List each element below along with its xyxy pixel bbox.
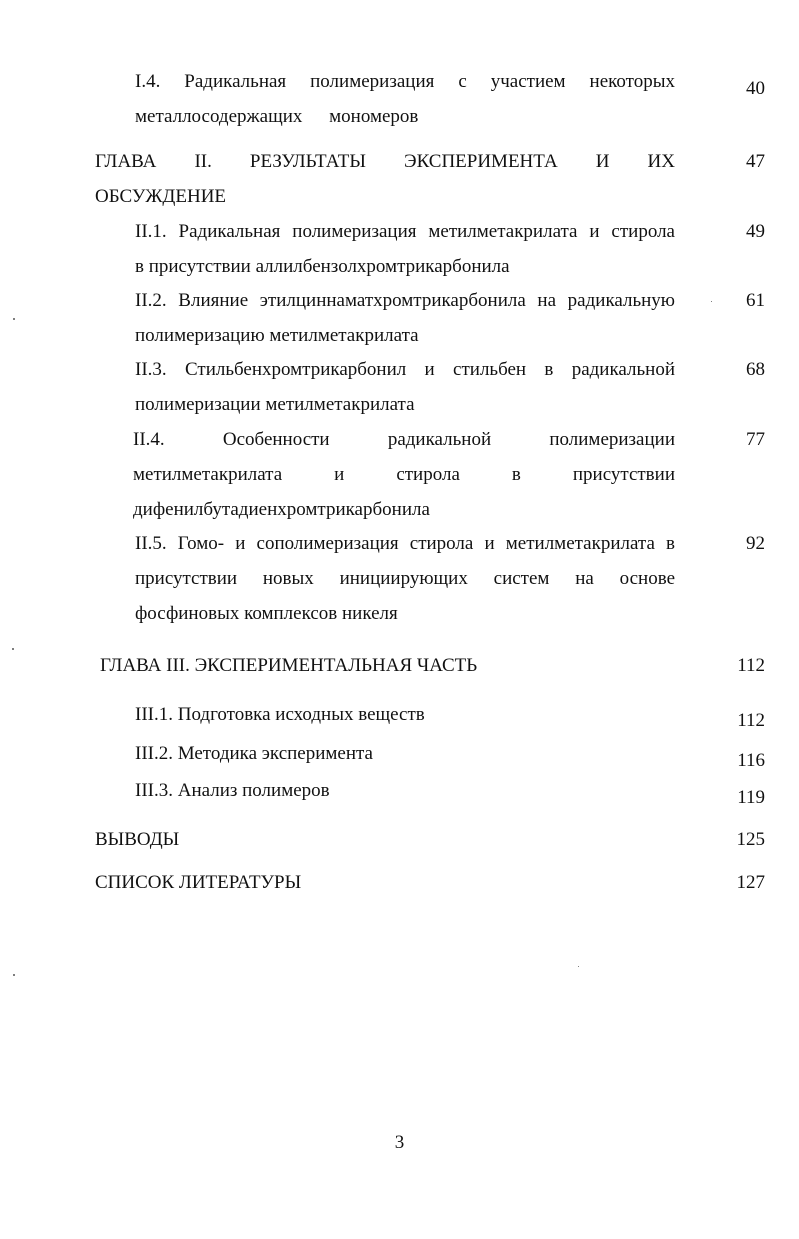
toc-line: фосфиновых комплексов никеля [135, 603, 398, 624]
toc-line: СПИСОК ЛИТЕРАТУРЫ [95, 872, 302, 893]
toc-line: I.4. Радикальная полимеризация с участием некоторых [135, 71, 675, 92]
toc-page-number: 127 [736, 872, 765, 893]
toc-page-number: 61 [746, 290, 765, 311]
toc-line: ГЛАВА II. РЕЗУЛЬТАТЫ ЭКСПЕРИМЕНТА И ИХ [95, 151, 675, 172]
toc-line: полимеризацию метилметакрилата [135, 325, 419, 346]
scan-speck [12, 648, 14, 650]
toc-entry-title [135, 773, 675, 808]
toc-entry-title [135, 526, 675, 631]
toc-line: III.3. Анализ полимеров [135, 780, 330, 801]
toc-page-number: 49 [746, 221, 765, 242]
scan-speck [578, 966, 579, 967]
toc-line: дифенилбутадиенхромтрикарбонила [133, 499, 430, 520]
toc-line: III.2. Методика эксперимента [135, 743, 373, 764]
toc-line: ОБСУЖДЕНИЕ [95, 186, 227, 207]
toc-line: полимеризации метилметакрилата [135, 394, 415, 415]
page-number: 3 [394, 1132, 405, 1153]
toc-page-number: 116 [737, 750, 765, 771]
toc-entry-title [95, 822, 675, 857]
scan-speck [13, 974, 15, 976]
toc-page-number: 119 [737, 787, 765, 808]
toc-entry-title [133, 422, 675, 527]
toc-entry-title [135, 214, 675, 284]
toc-page-number: 77 [746, 429, 765, 450]
toc-line: II.4. Особенности радикальной полимеризации [133, 429, 675, 450]
toc-page-number: 125 [736, 829, 765, 850]
toc-line: присутствии новых инициирующих систем на основе [135, 568, 675, 589]
toc-entry-title [135, 697, 675, 732]
toc-page-number: 92 [746, 533, 765, 554]
toc-line: II.5. Гомо- и сополимеризация стирола и метилметакрилата в [135, 533, 675, 554]
toc-page-number: 112 [737, 710, 765, 731]
toc-line: II.3. Стильбенхромтрикарбонил и стильбен в радикальной [135, 359, 675, 380]
scan-speck [711, 301, 712, 302]
toc-line: ВЫВОДЫ [95, 829, 180, 850]
toc-entry-title [95, 144, 675, 214]
toc-entry-title [135, 64, 675, 134]
toc-page-number: 40 [746, 78, 765, 99]
toc-entry-title [135, 283, 675, 353]
toc-line: в присутствии аллилбензолхромтрикарбонила [135, 256, 510, 277]
toc-line: метилметакрилата и стирола в присутствии [133, 464, 675, 485]
toc-line: II.1. Радикальная полимеризация метилметакрилата и стирола [135, 221, 675, 242]
toc-entry-title [95, 865, 675, 900]
toc-entry-title [100, 648, 675, 683]
toc-line: III.1. Подготовка исходных веществ [135, 704, 425, 725]
scan-speck [13, 318, 15, 320]
toc-line: металлосодержащих мономеров [135, 106, 419, 127]
toc-page-number: 68 [746, 359, 765, 380]
toc-line: ГЛАВА III. ЭКСПЕРИМЕНТАЛЬНАЯ ЧАСТЬ [100, 655, 478, 676]
toc-line: II.2. Влияние этилциннаматхромтрикарбонила на радикальную [135, 290, 675, 311]
toc-page-number: 47 [746, 151, 765, 172]
toc-page-number: 112 [737, 655, 765, 676]
toc-entry-title [135, 352, 675, 422]
toc-entry-title [135, 736, 675, 771]
